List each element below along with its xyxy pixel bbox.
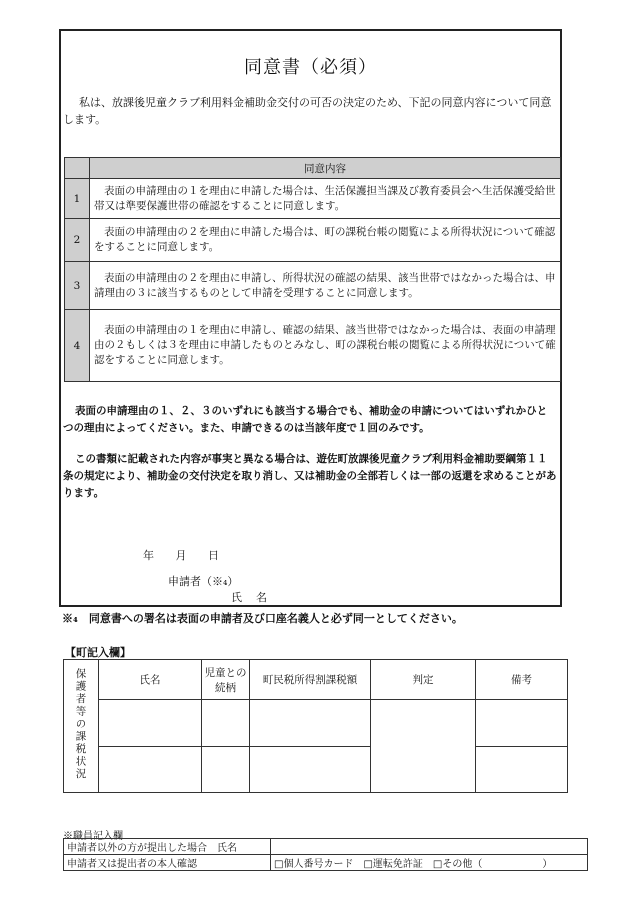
consent-text: 表面の申請理由の２を理由に申請した場合は、町の課税台帳の閲覧による所得状況について確認をすることに同意します。 — [90, 219, 561, 262]
office-table — [63, 659, 568, 793]
date-field[interactable]: 年 月 日 — [143, 549, 219, 562]
staff-row2-options[interactable]: □個人番号カード □運転免許証 □その他（ ） — [271, 855, 588, 871]
office-row-header-text: 保護者等の課税状況 — [74, 668, 87, 781]
consent-number: 4 — [65, 310, 90, 382]
applicant-label: 申請者（※₄） — [168, 575, 239, 588]
consent-table — [64, 157, 561, 382]
consent-text: 表面の申請理由の２を理由に申請し、所得状況の確認の結果、該当世帯ではなかった場合は、申請理由の３に該当するものとして申請を受理することに同意します。 — [90, 262, 561, 310]
staff-row2-label: 申請者又は提出者の本人確認 — [64, 855, 271, 871]
consent-corner — [65, 158, 90, 179]
staff-table — [63, 838, 588, 871]
signature-footnote: ※₄ 同意書への署名は表面の申請者及び口座名義人と必ず同一としてください。 — [62, 612, 463, 625]
office-cell[interactable] — [250, 747, 371, 793]
consent-number: 3 — [65, 262, 90, 310]
consent-row — [65, 262, 561, 310]
staff-row1-input[interactable] — [271, 839, 588, 855]
office-judgment-cell[interactable] — [371, 700, 476, 793]
consent-text: 表面の申請理由の１を理由に申請し、確認の結果、該当世帯ではなかった場合は、表面の申請理由の２もしくは３を理由に申請したものとみなし、町の課税台帳の閲覧による所得状況について確認をすることに同意します。 — [90, 310, 561, 382]
intro-text: 私は、放課後児童クラブ利用料金補助金交付の可否の決定のため、下記の同意内容について同意します。 — [63, 96, 552, 126]
consent-text: 表面の申請理由の１を理由に申請した場合は、生活保護担当課及び教育委員会へ生活保護受給世帯又は準要保護世帯の確認をすることに同意します。 — [90, 179, 561, 219]
office-cell[interactable] — [250, 700, 371, 747]
consent-form-frame — [59, 29, 562, 607]
office-cell[interactable] — [202, 747, 250, 793]
office-cell[interactable] — [202, 700, 250, 747]
office-section-label: 【町記入欄】 — [65, 646, 131, 659]
office-col-judgment: 判定 — [371, 660, 476, 700]
staff-row1-label: 申請者以外の方が提出した場合 氏名 — [64, 839, 271, 855]
office-cell[interactable] — [476, 700, 568, 747]
consent-number: 1 — [65, 179, 90, 219]
office-col-tax: 町民税所得割課税額 — [250, 660, 371, 700]
note-false-statement: この書類に記載された内容が事実と異なる場合は、遊佐町放課後児童クラブ利用料金補助要綱第１１条の規定により、補助金の交付決定を取り消し、又は補助金の全部若しくは一部の返還を求めることがあります。 — [63, 453, 557, 499]
consent-row — [65, 310, 561, 382]
office-col-relation: 児童との続柄 — [202, 660, 250, 700]
form-title: 同意書（必須） — [244, 57, 377, 78]
consent-row — [65, 179, 561, 219]
name-label: 氏名 — [231, 591, 281, 604]
consent-header: 同意内容 — [90, 158, 561, 179]
office-cell[interactable] — [476, 747, 568, 793]
office-col-name: 氏名 — [99, 660, 202, 700]
office-cell[interactable] — [99, 700, 202, 747]
office-col-remarks: 備考 — [476, 660, 568, 700]
staff-section-label: ※職員記入欄 — [63, 831, 123, 842]
signature-line[interactable] — [231, 589, 531, 606]
office-row-header — [64, 660, 99, 793]
consent-row — [65, 219, 561, 262]
consent-number: 2 — [65, 219, 90, 262]
office-cell[interactable] — [99, 747, 202, 793]
note-single-reason: 表面の申請理由の１、２、３のいずれにも該当する場合でも、補助金の申請についてはいずれかひとつの理由によってください。また、申請できるのは当該年度で１回のみです。 — [63, 405, 548, 434]
